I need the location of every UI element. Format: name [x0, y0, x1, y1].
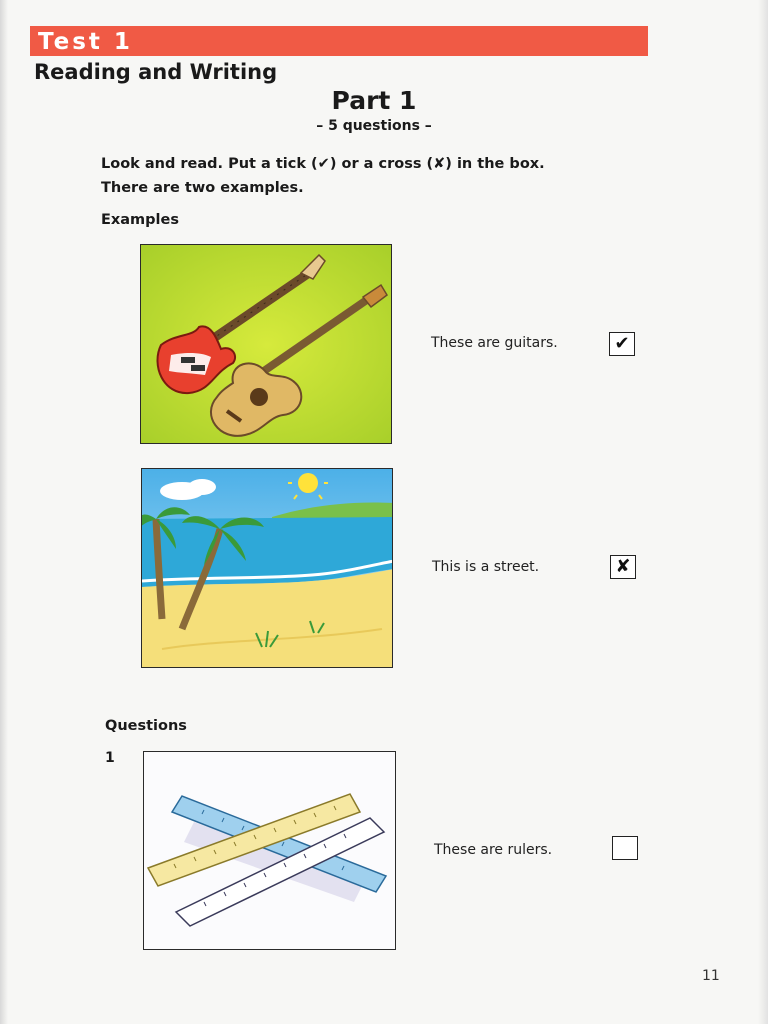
question-1-number: 1 [105, 750, 115, 766]
example-2-sentence: This is a street. [432, 559, 540, 575]
part-title: Part 1 [331, 86, 417, 115]
questions-heading: Questions [105, 718, 187, 734]
guitars-picture [140, 244, 392, 444]
guitars-illustration [141, 245, 392, 444]
question-1-sentence: These are rulers. [434, 842, 553, 858]
page-edge-right [758, 0, 768, 1024]
rulers-illustration [144, 752, 396, 950]
page-edge-left [0, 0, 8, 1024]
section-title: Reading and Writing [34, 60, 278, 84]
example-1-answer-box[interactable]: ✔ [609, 332, 635, 356]
beach-illustration [142, 469, 393, 668]
example-2-answer-box[interactable]: ✘ [610, 555, 636, 579]
test-banner: Test 1 [30, 26, 648, 56]
example-1-sentence: These are guitars. [431, 335, 558, 351]
instruction-line-2: There are two examples. [101, 180, 304, 196]
instruction-line-1: Look and read. Put a tick (✔) or a cross (✘) in the box. [101, 156, 545, 172]
page-number: 11 [702, 968, 720, 984]
rulers-picture [143, 751, 396, 950]
questions-count: – 5 questions – [316, 118, 432, 134]
beach-picture [141, 468, 393, 668]
instructions [101, 152, 545, 200]
question-1-answer-box[interactable] [612, 836, 638, 860]
examples-heading: Examples [101, 212, 179, 228]
